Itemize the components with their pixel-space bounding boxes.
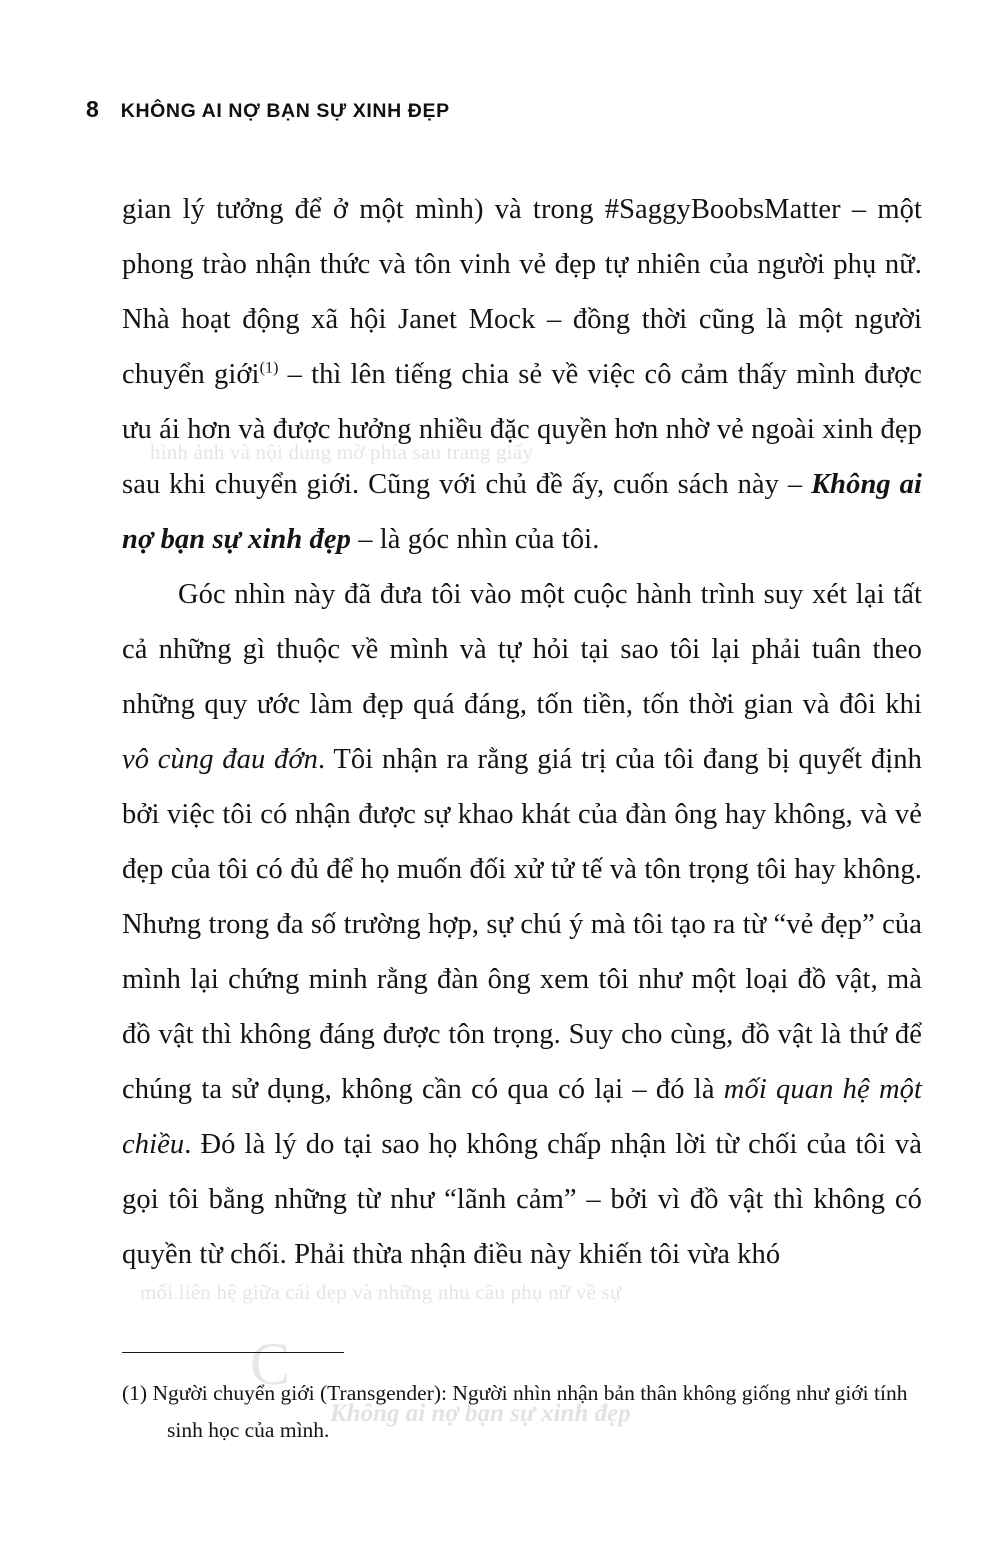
para2-run-5: . Đó là lý do tại sao họ không chấp nhận lời từ chối của tôi và gọi tôi bằng những từ như “lãnh cảm” – bởi vì đồ vật thì không có quyền từ chối. Phải thừa nhận điều này khiến tôi vừa khó (122, 1129, 922, 1270)
para2-run-3: . Tôi nhận ra rằng giá trị của tôi đang bị quyết định bởi việc tôi có nhận được sự khao khát của đàn ông hay không, và vẻ đẹp của tôi có đủ để họ muốn đối xử tử tế và tôn trọng tôi hay không. Nhưng trong đa số trường hợp, sự chú ý mà tôi tạo ra từ “vẻ đẹp” của mình lại chứng minh rằng đàn ông xem tôi như một loại đồ vật, mà đồ vật thì không đáng được tôn trọng. Suy cho cùng, đồ vật là thứ để chúng ta sử dụng, không cần có qua có lại – đó là (122, 744, 922, 1105)
para1-run-5: – là góc nhìn của tôi. (350, 524, 600, 555)
bleed-title: Không ai nợ bạn sự xinh đẹp (330, 1400, 631, 1427)
para1-run-3: – thì lên tiếng chia sẻ về việc cô cảm thấy mình được ưu ái hơn và được hưởng nhiều đặc quyền hơn nhờ vẻ ngoài xinh đẹp sau khi chuyển giới. Cũng với chủ đề ấy, cuốn sách này – (122, 359, 922, 500)
book-title-emphasis: Không ai nợ bạn sự xinh đẹp (122, 469, 922, 555)
footnote-1-body (122, 1375, 922, 1449)
body-text-column (122, 182, 922, 1282)
footnote-reference-1: (1) (259, 359, 279, 377)
para1-run-1: gian lý tưởng để ở một mình) và trong #SaggyBoobsMatter – một phong trào nhận thức và tôn vinh vẻ đẹp tự nhiên của người phụ nữ. Nhà hoạt động xã hội Janet Mock – đồng thời cũng là một người chuyển giới (122, 194, 922, 390)
paragraph-2 (122, 567, 922, 1282)
footnote-1 (122, 1375, 922, 1449)
paragraph-1 (122, 182, 922, 567)
bleed-text-block-2: mối liên hệ giữa cái đẹp và những nhu cầu phụ nữ về sự (140, 1280, 622, 1304)
para2-run-1: Góc nhìn này đã đưa tôi vào một cuộc hành trình suy xét lại tất cả những gì thuộc về mình và tự hỏi tại sao tôi lại phải tuân theo những quy ước làm đẹp quá đáng, tốn tiền, tốn thời gian và đôi khi (122, 579, 922, 720)
emphasis-moi-quan-he: mối quan hệ một chiều (122, 1074, 922, 1160)
footnote-1-text: Người chuyển giới (Transgender): Người nhìn nhận bản thân không giống như giới tính sinh học của mình. (152, 1381, 908, 1442)
bleed-text-block-1: hình ảnh và nội dung mờ phía sau trang giấy (150, 440, 534, 464)
footnote-1-marker: (1) (122, 1381, 148, 1405)
running-head (86, 96, 450, 123)
page-number: 8 (86, 96, 99, 122)
bleed-drop-cap: C (250, 1331, 291, 1397)
footnote-zone (122, 1352, 922, 1449)
footnote-separator-rule (122, 1352, 344, 1353)
running-head-title: KHÔNG AI NỢ BẠN SỰ XINH ĐẸP (120, 100, 450, 122)
emphasis-dau-don: vô cùng đau đớn (122, 744, 319, 775)
